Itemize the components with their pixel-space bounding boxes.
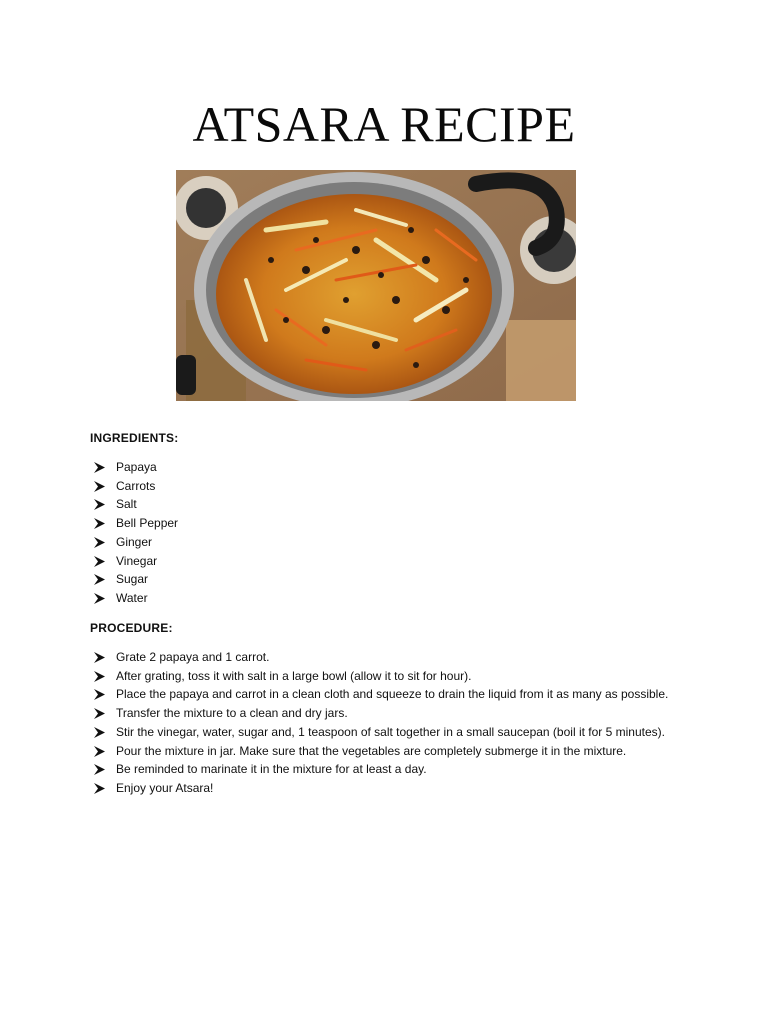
list-item [94, 685, 686, 704]
list-item [94, 533, 686, 552]
list-item [94, 742, 686, 761]
arrow-bullet-icon [94, 723, 106, 742]
arrow-bullet-icon [94, 704, 106, 723]
list-item [94, 589, 686, 608]
arrow-bullet-icon [94, 495, 106, 514]
recipe-photo [176, 170, 576, 401]
list-item [94, 723, 686, 742]
list-item [94, 779, 686, 798]
list-item [94, 458, 686, 477]
list-item [94, 514, 686, 533]
arrow-bullet-icon [94, 514, 106, 533]
arrow-bullet-icon [94, 779, 106, 798]
arrow-bullet-icon [94, 589, 106, 608]
procedure-step-text: After grating, toss it with salt in a large bowl (allow it to sit for hour). [116, 668, 472, 683]
food-photo-icon [176, 170, 576, 401]
ingredients-list [94, 458, 686, 608]
arrow-bullet-icon [94, 458, 106, 477]
procedure-step-text: Place the papaya and carrot in a clean cloth and squeeze to drain the liquid from it as many as possible. [116, 687, 669, 702]
procedure-step-text: Stir the vinegar, water, sugar and, 1 teaspoon of salt together in a small saucepan (boil it for 5 minutes). [116, 724, 665, 739]
list-item [94, 552, 686, 571]
arrow-bullet-icon [94, 477, 106, 496]
ingredients-heading: INGREDIENTS: [90, 431, 179, 445]
page-title: ATSARA RECIPE [192, 96, 576, 152]
procedure-step-text: Transfer the mixture to a clean and dry jars. [116, 706, 348, 721]
procedure-step-text: Grate 2 papaya and 1 carrot. [116, 650, 270, 664]
list-item [94, 704, 686, 723]
ingredient-text: Papaya [116, 460, 157, 474]
list-item [94, 495, 686, 514]
arrow-bullet-icon [94, 648, 106, 667]
ingredient-text: Ginger [116, 534, 153, 549]
list-item [94, 648, 686, 667]
arrow-bullet-icon [94, 570, 106, 589]
procedure-list [94, 648, 686, 798]
list-item [94, 667, 686, 686]
ingredient-text: Vinegar [116, 553, 158, 568]
arrow-bullet-icon [94, 685, 106, 704]
ingredient-text: Salt [116, 497, 137, 512]
procedure-step-text: Enjoy your Atsara! [116, 780, 214, 795]
arrow-bullet-icon [94, 742, 106, 761]
ingredient-text: Water [116, 590, 148, 605]
ingredient-text: Carrots [116, 478, 156, 493]
list-item [94, 570, 686, 589]
procedure-step-text: Be reminded to marinate it in the mixture for at least a day. [116, 762, 427, 777]
list-item [94, 477, 686, 496]
arrow-bullet-icon [94, 552, 106, 571]
arrow-bullet-icon [94, 533, 106, 552]
arrow-bullet-icon [94, 667, 106, 686]
procedure-step-text: Pour the mixture in jar. Make sure that the vegetables are completely submerge it in the mixture. [116, 743, 627, 758]
ingredient-text: Sugar [116, 572, 149, 587]
list-item [94, 760, 686, 779]
ingredient-text: Bell Pepper [116, 516, 179, 531]
procedure-heading: PROCEDURE: [90, 621, 173, 635]
arrow-bullet-icon [94, 760, 106, 779]
